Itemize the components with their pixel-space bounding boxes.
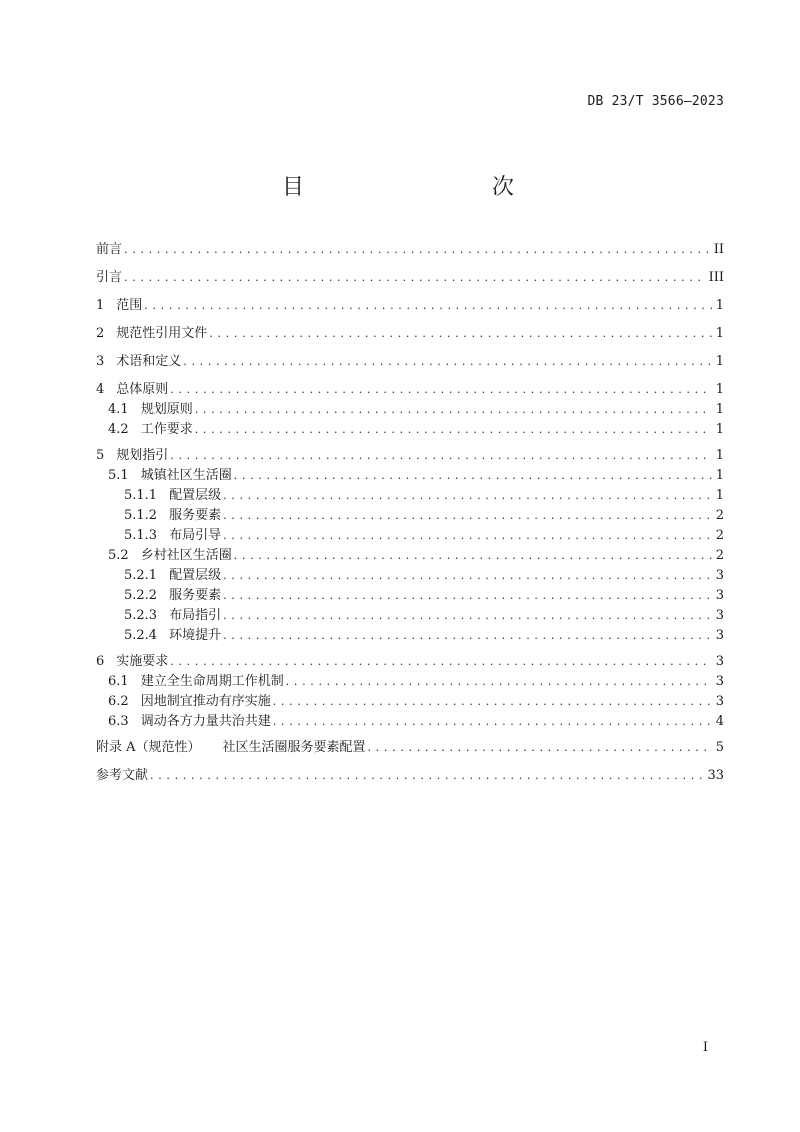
toc-leader-dots	[273, 692, 712, 712]
toc-entry-title: 环境提升	[169, 628, 222, 643]
toc-entry[interactable]	[96, 586, 724, 606]
toc-leader-dots	[150, 766, 703, 786]
toc-entry-number: 4	[96, 382, 105, 397]
toc-leader-dots	[124, 268, 705, 288]
toc-entry-label	[96, 586, 223, 606]
toc-leader-dots	[170, 652, 711, 672]
toc-entry-title: 服务要素	[169, 508, 222, 523]
toc-entry[interactable]	[96, 324, 724, 344]
toc-entry-number: 4.1	[108, 402, 129, 417]
toc-entry-title: 配置层级	[169, 568, 222, 583]
toc-entry-number: 6.1	[108, 674, 129, 689]
toc-entry-number: 5.2.4	[124, 628, 158, 643]
toc-entry-number: 4.2	[108, 422, 129, 437]
toc-entry-label	[96, 626, 223, 646]
toc-entry-label	[96, 672, 286, 692]
document-code: DB 23/T 3566—2023	[587, 94, 724, 109]
toc-entry[interactable]	[96, 268, 724, 288]
toc-entry-label	[96, 652, 170, 672]
toc-leader-dots	[286, 672, 712, 692]
toc-entry[interactable]	[96, 566, 724, 586]
toc-entry-number: 6.3	[108, 714, 129, 729]
toc-entry[interactable]	[96, 420, 724, 440]
toc-entry-page: 33	[707, 768, 724, 783]
toc-entry-number: 3	[96, 354, 105, 369]
page-number: I	[702, 1040, 708, 1055]
toc-leader-dots	[223, 606, 712, 626]
toc-entry-title: 布局指引	[169, 608, 222, 623]
toc-entry-title: 引言	[96, 270, 123, 285]
toc-leader-dots	[183, 352, 711, 372]
toc-entry-number: 附录 A（规范性）	[96, 740, 201, 755]
toc-entry-label	[96, 566, 223, 586]
toc-leader-dots	[223, 506, 712, 526]
toc-entry-page: 1	[715, 488, 724, 503]
toc-entry-label	[96, 466, 234, 486]
toc-entry-label	[96, 606, 223, 626]
toc-leader-dots	[223, 486, 712, 506]
toc-entry-page: 2	[715, 528, 724, 543]
toc-entry-page: 3	[715, 628, 724, 643]
toc-entry-title: 服务要素	[169, 588, 222, 603]
toc-entry-label	[96, 324, 209, 344]
toc-leader-dots	[234, 466, 712, 486]
toc-entry-page: 1	[715, 468, 724, 483]
toc-entry-page: 1	[715, 382, 724, 397]
toc-entry[interactable]	[96, 400, 724, 420]
toc-entry-label	[96, 712, 273, 732]
toc-entry-title: 调动各方力量共治共建	[140, 714, 271, 729]
toc-entry[interactable]	[96, 486, 724, 506]
toc-entry-number: 5.1.2	[124, 508, 158, 523]
toc-entry-number: 5.1.1	[124, 488, 158, 503]
toc-entry-page: 2	[715, 508, 724, 523]
toc-leader-dots	[223, 526, 712, 546]
toc-entry[interactable]	[96, 606, 724, 626]
toc-entry-title: 总体原则	[116, 382, 169, 397]
toc-leader-dots	[368, 738, 712, 758]
toc-entry-title: 建立全生命周期工作机制	[140, 674, 284, 689]
toc-entry-number: 5.2.2	[124, 588, 158, 603]
toc-entry-page: 3	[715, 588, 724, 603]
toc-leader-dots	[223, 566, 712, 586]
toc-leader-dots	[124, 240, 710, 260]
toc-entry[interactable]	[96, 546, 724, 566]
toc-leader-dots	[234, 546, 712, 566]
toc-entry-title: 社区生活圈服务要素配置	[222, 740, 366, 755]
toc-entry[interactable]	[96, 766, 724, 786]
toc-entry-number: 5.1.3	[124, 528, 158, 543]
toc-entry[interactable]	[96, 380, 724, 400]
toc-entry[interactable]	[96, 352, 724, 372]
toc-entry-title: 实施要求	[116, 654, 169, 669]
toc-entry[interactable]	[96, 652, 724, 672]
toc-entry-number: 5.1	[108, 468, 129, 483]
toc-leader-dots	[195, 420, 712, 440]
toc-entry-title: 城镇社区生活圈	[140, 468, 232, 483]
toc-entry[interactable]	[96, 738, 724, 758]
toc-entry-title: 规范性引用文件	[116, 326, 208, 341]
toc-entry-label	[96, 766, 150, 786]
toc-entry-title: 乡村社区生活圈	[140, 548, 232, 563]
toc-leader-dots	[273, 712, 712, 732]
toc-leader-dots	[144, 296, 711, 316]
toc-entry-number: 5	[96, 448, 105, 463]
toc-entry-page: II	[713, 242, 724, 257]
toc-entry-page: 2	[715, 548, 724, 563]
toc-entry-label	[96, 420, 195, 440]
toc-leader-dots	[223, 586, 712, 606]
toc-leader-dots	[170, 380, 711, 400]
page-title: 目 次	[281, 175, 562, 200]
toc-entry-label	[96, 380, 170, 400]
toc-entry-label	[96, 506, 223, 526]
toc-entry-title: 规划原则	[140, 402, 193, 417]
toc-entry-page: 3	[715, 674, 724, 689]
toc-entry[interactable]	[96, 672, 724, 692]
toc-entry[interactable]	[96, 240, 724, 260]
toc-entry-page: 4	[715, 714, 724, 729]
toc-entry-page: 1	[715, 298, 724, 313]
toc-entry[interactable]	[96, 626, 724, 646]
toc-entry-title: 工作要求	[140, 422, 193, 437]
toc-entry-page: 1	[715, 326, 724, 341]
toc-entry-label	[96, 400, 195, 420]
toc-entry-page: 5	[715, 740, 724, 755]
toc-entry-title: 配置层级	[169, 488, 222, 503]
toc-entry-number: 6	[96, 654, 105, 669]
toc-entry-label	[96, 738, 368, 758]
toc-entry-number: 1	[96, 298, 105, 313]
toc-entry-label	[96, 526, 223, 546]
toc-entry-label	[96, 352, 183, 372]
toc-entry-title: 术语和定义	[116, 354, 182, 369]
toc-entry-title: 因地制宜推动有序实施	[140, 694, 271, 709]
toc-entry-page: 3	[715, 568, 724, 583]
toc-entry-page: 3	[715, 694, 724, 709]
toc-leader-dots	[209, 324, 711, 344]
toc-entry-label	[96, 296, 144, 316]
toc-entry[interactable]	[96, 712, 724, 732]
toc-entry[interactable]	[96, 446, 724, 466]
toc-entry-title: 布局引导	[169, 528, 222, 543]
toc-entry[interactable]	[96, 506, 724, 526]
toc-entry-title: 范围	[116, 298, 143, 313]
toc-entry-page: 3	[715, 608, 724, 623]
toc-entry[interactable]	[96, 466, 724, 486]
toc-entry-page: 1	[715, 422, 724, 437]
toc-leader-dots	[170, 446, 711, 466]
toc-entry-label	[96, 486, 223, 506]
toc-entry-page: 1	[715, 402, 724, 417]
toc-leader-dots	[195, 400, 712, 420]
toc-entry[interactable]	[96, 296, 724, 316]
toc-leader-dots	[223, 626, 712, 646]
toc-entry-number: 2	[96, 326, 105, 341]
toc-entry[interactable]	[96, 526, 724, 546]
toc-entry-number: 5.2.3	[124, 608, 158, 623]
toc-entry-page: III	[708, 270, 724, 285]
toc-entry-number: 6.2	[108, 694, 129, 709]
toc-entry[interactable]	[96, 692, 724, 712]
toc-entry-title: 前言	[96, 242, 123, 257]
toc-entry-title: 参考文献	[96, 768, 149, 783]
toc-entry-page: 1	[715, 354, 724, 369]
toc-entry-label	[96, 268, 124, 288]
toc-entry-label	[96, 240, 124, 260]
toc-entry-number: 5.2	[108, 548, 129, 563]
toc-entry-page: 1	[715, 448, 724, 463]
toc-entry-label	[96, 546, 234, 566]
toc-entry-page: 3	[715, 654, 724, 669]
toc-entry-label	[96, 692, 273, 712]
toc-entry-title: 规划指引	[116, 448, 169, 463]
toc-entry-number: 5.2.1	[124, 568, 158, 583]
toc-entry-label	[96, 446, 170, 466]
